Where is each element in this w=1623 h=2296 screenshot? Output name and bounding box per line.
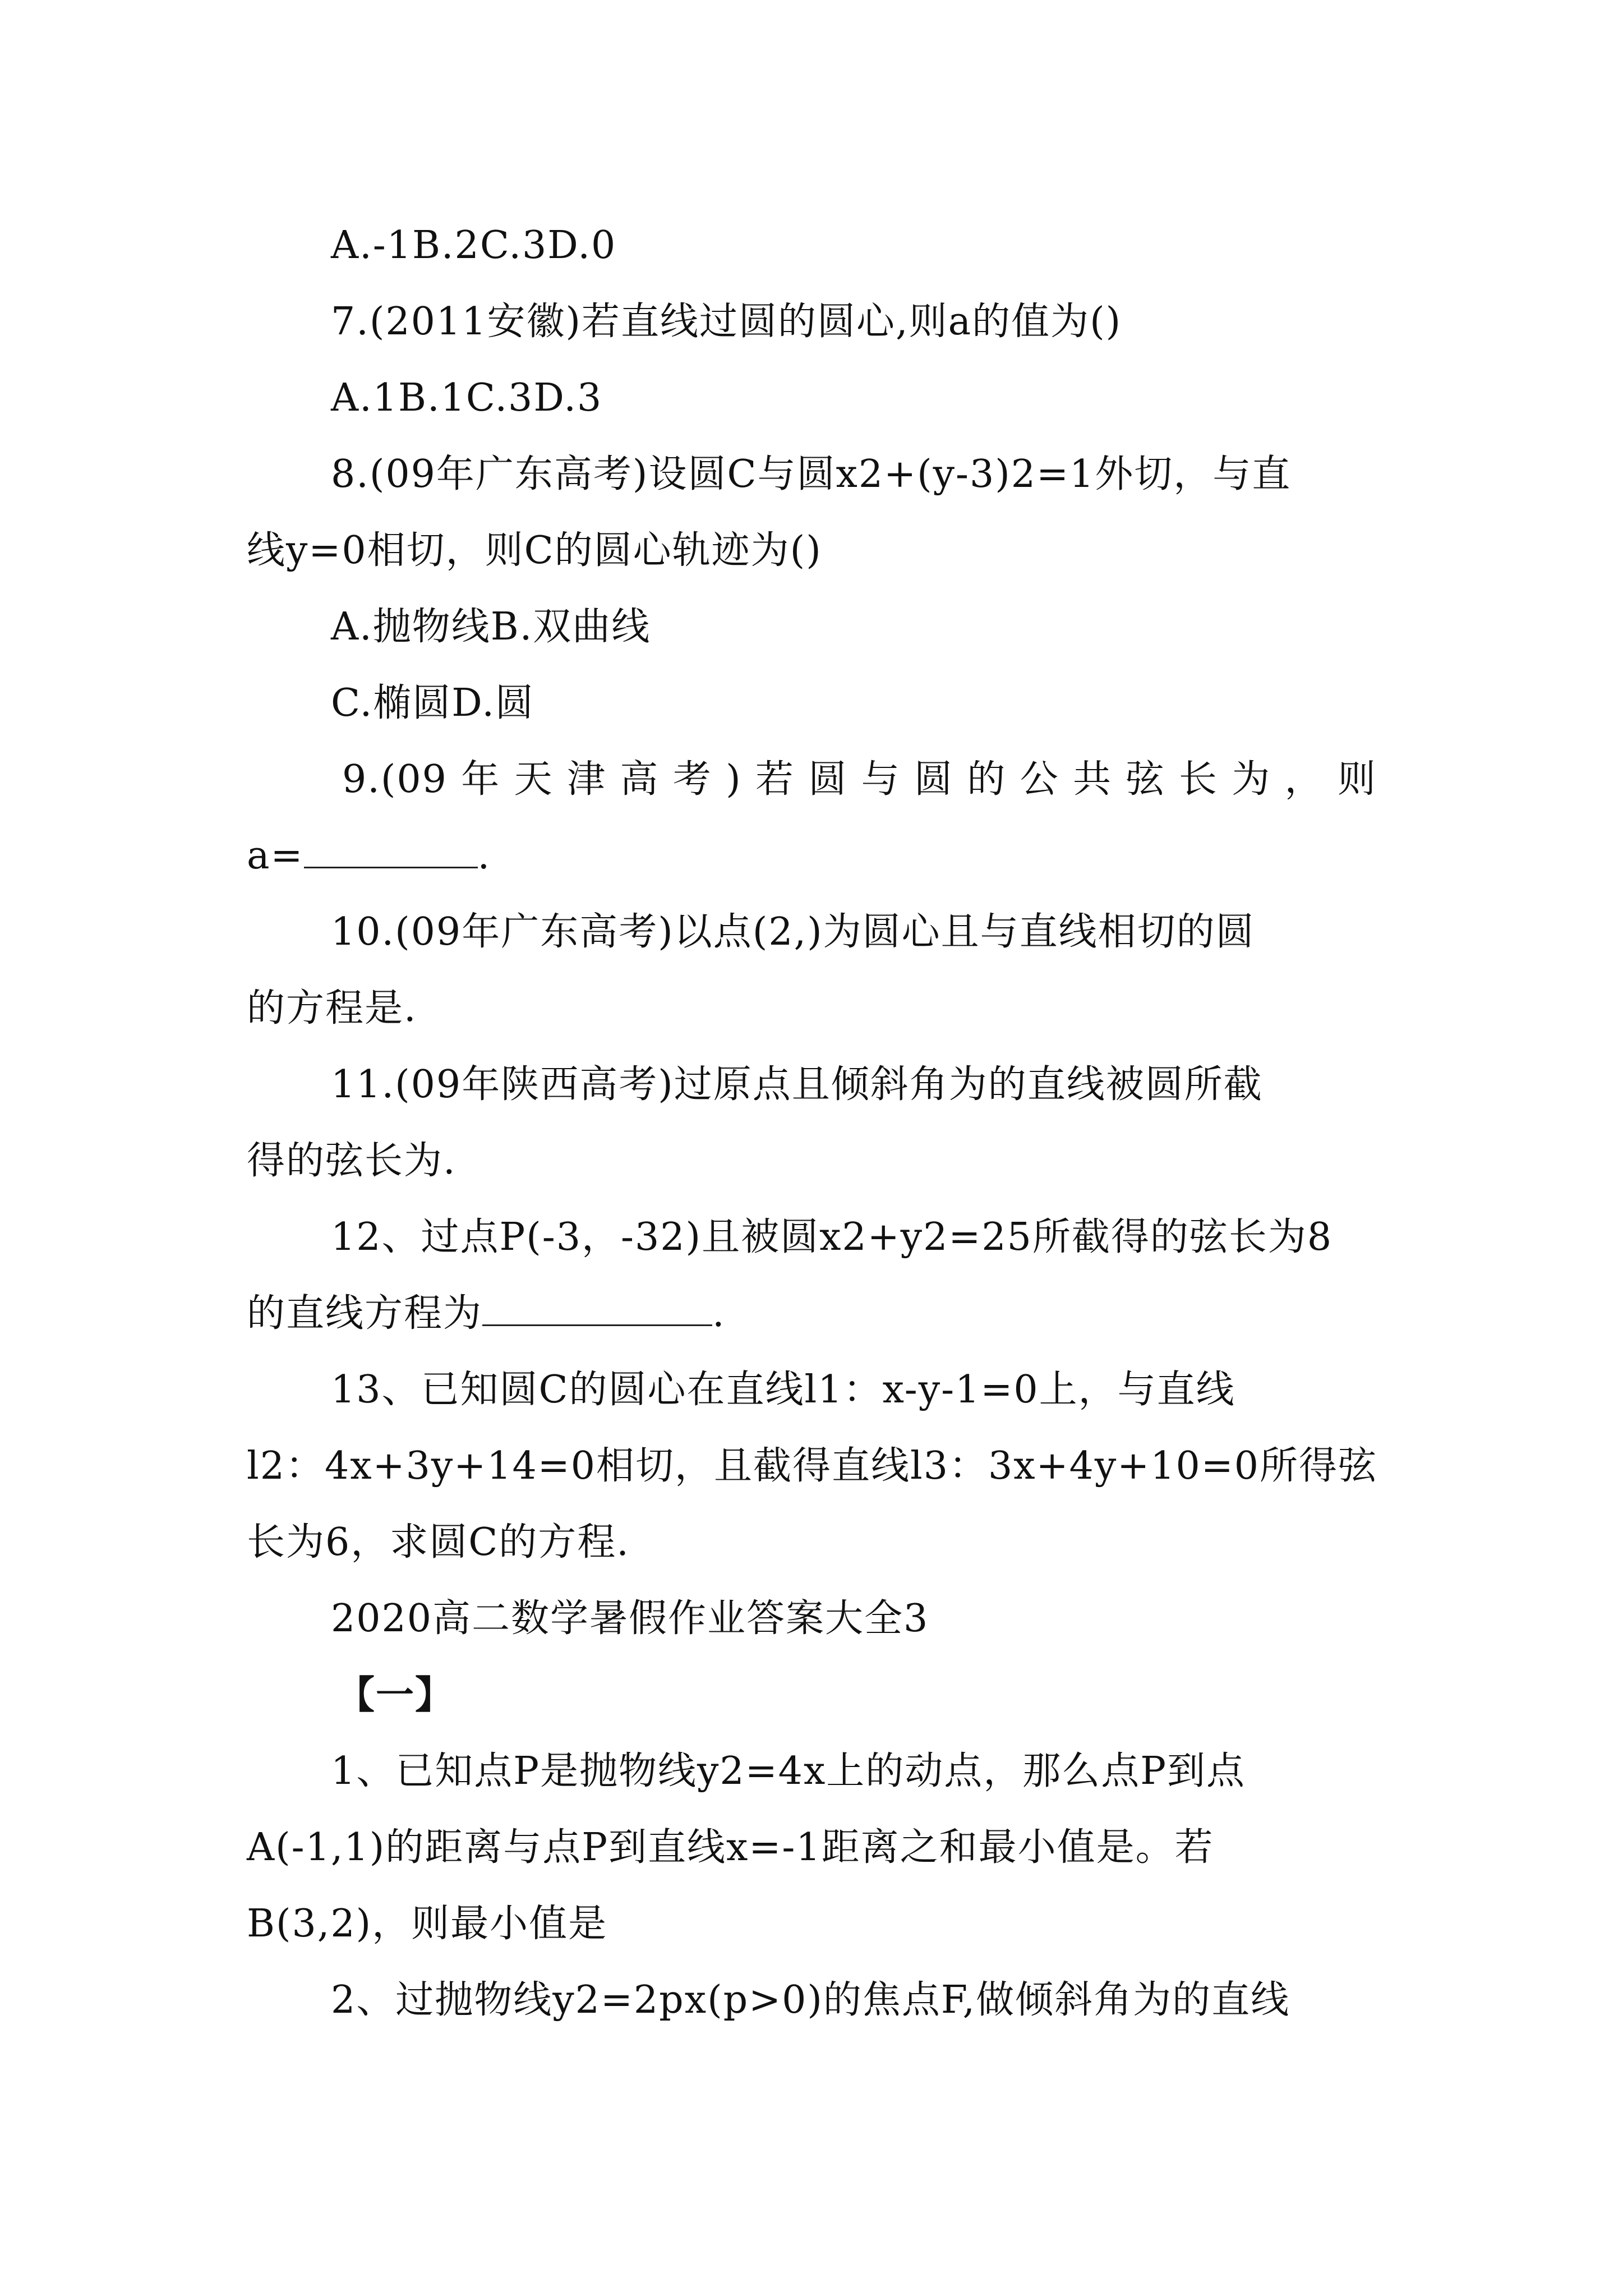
q12-text-line2: [247, 1291, 726, 1336]
q9-text-fragment: ，: [1284, 757, 1324, 802]
q9-text-line1: [342, 757, 1377, 802]
q13-text-line2: l2：4x+3y+14=0相切，且截得直线l3：3x+4y+10=0所得弦: [247, 1444, 1378, 1488]
q12-suffix: .: [712, 1291, 726, 1336]
q8-text-line2: 线y=0相切，则C的圆心轨迹为(): [247, 528, 822, 573]
q12-text-line1: 12、过点P(-3，-32)且被圆x2+y2=25所截得的弦长为8: [331, 1215, 1333, 1259]
q10-text-line1: 10.(09年广东高考)以点(2,)为圆心且与直线相切的圆: [331, 910, 1255, 954]
q9-text-fragment: 圆: [808, 757, 848, 802]
q9-text-fragment: 圆: [914, 757, 954, 802]
q10-text-line2: 的方程是.: [247, 986, 417, 1030]
q11-text-line2: 得的弦长为.: [247, 1139, 457, 1183]
s1-q1-line2: A(-1,1)的距离与点P到直线x=-1距离之和最小值是。若: [247, 1825, 1214, 1870]
q9-text-fragment: 则: [1337, 757, 1377, 802]
q9-text-fragment: 共: [1073, 757, 1113, 802]
q13-text-line3: 长为6，求圆C的方程.: [247, 1520, 630, 1565]
q9-suffix: .: [477, 834, 491, 878]
q9-text-fragment: 为: [1232, 757, 1271, 802]
q13-text-line1: 13、已知圆C的圆心在直线l1：x-y-1=0上，与直线: [331, 1368, 1235, 1412]
q9-text-fragment: 与: [861, 757, 901, 802]
q12-answer-blank: [482, 1295, 712, 1326]
q9-text-fragment: 公: [1020, 757, 1059, 802]
section-title: 2020高二数学暑假作业答案大全3: [331, 1596, 929, 1641]
q9-text-fragment: 9.(09: [342, 757, 448, 802]
q9-prefix: a=: [247, 834, 304, 878]
q9-text-line2: [247, 834, 491, 878]
q9-text-fragment: 长: [1178, 757, 1218, 802]
q9-text-fragment: 弦: [1126, 757, 1165, 802]
q7-options: A.1B.1C.3D.3: [331, 376, 603, 420]
q9-answer-blank: [304, 838, 478, 868]
s1-q1-line1: 1、已知点P是抛物线y2=4x上的动点，那么点P到点: [331, 1749, 1246, 1793]
q7-text: 7.(2011安徽)若直线过圆的圆心,则a的值为(): [331, 300, 1122, 344]
q9-text-fragment: 的: [967, 757, 1007, 802]
section-subheading: 【一】: [336, 1673, 455, 1718]
s1-q1-line3: B(3,2)，则最小值是: [247, 1902, 608, 1946]
q9-text-fragment: 考: [672, 757, 712, 802]
q12-prefix: 的直线方程为: [247, 1291, 483, 1336]
q6-options: A.-1B.2C.3D.0: [331, 223, 617, 268]
q11-text-line1: 11.(09年陕西高考)过原点且倾斜角为的直线被圆所截: [331, 1062, 1263, 1107]
q8-options-ab: A.抛物线B.双曲线: [331, 605, 651, 649]
q9-text-fragment: ): [726, 757, 742, 802]
q9-text-fragment: 津: [567, 757, 607, 802]
q9-text-fragment: 天: [514, 757, 554, 802]
s1-q2-line1: 2、过抛物线y2=2px(p>0)的焦点F,做倾斜角为的直线: [331, 1978, 1290, 2022]
q8-options-cd: C.椭圆D.圆: [331, 681, 534, 725]
q9-text-fragment: 若: [755, 757, 795, 802]
q9-text-fragment: 高: [620, 757, 660, 802]
q8-text-line1: 8.(09年广东高考)设圆C与圆x2+(y-3)2=1外切，与直: [331, 452, 1292, 496]
q9-text-fragment: 年: [461, 757, 501, 802]
